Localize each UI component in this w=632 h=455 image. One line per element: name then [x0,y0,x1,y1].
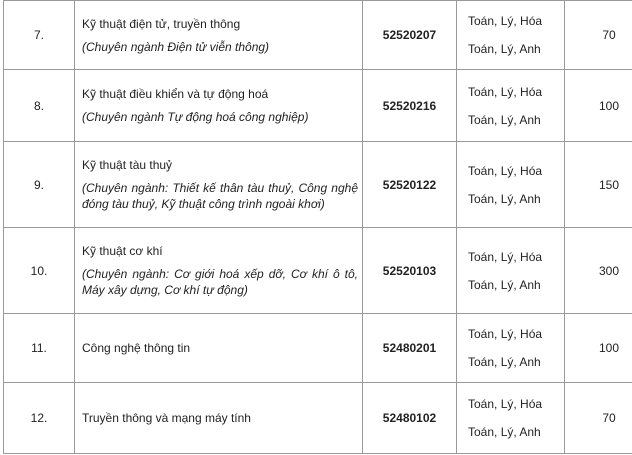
quota: 70 [565,1,632,70]
row-number: 10. [4,228,75,314]
major-cell [75,314,363,383]
subject-combination: Toán, Lý, Hóa [468,163,543,178]
subject-combination: Toán, Lý, Hóa [468,327,543,341]
quota: 300 [565,228,632,314]
specialization: (Chuyên ngành Điện tử viễn thông) [82,39,270,54]
major-name: Truyền thông và mạng máy tính [82,411,251,425]
admissions-table [3,0,632,454]
subject-combination: Toán, Lý, Anh [468,277,541,292]
table-row [4,228,632,314]
major-name: Công nghệ thông tin [82,341,191,355]
major-cell [75,1,363,70]
quota: 70 [565,383,632,454]
row-number: 11. [4,314,75,383]
subject-combination: Toán, Lý, Anh [468,355,541,369]
table-row [4,70,632,142]
subject-combinations [457,314,565,383]
quota: 150 [565,142,632,228]
table-row [4,1,632,70]
specialization: (Chuyên ngành Tự động hoá công nghiệp) [82,110,309,124]
quota: 100 [565,70,632,142]
subject-combinations [457,70,565,142]
subject-combination: Toán, Lý, Hóa [468,14,543,28]
major-code: 52480102 [363,383,457,454]
table-row [4,383,632,454]
major-cell [75,142,363,228]
row-number: 12. [4,383,75,454]
major-code: 52520122 [363,142,457,228]
table-row [4,314,632,383]
subject-combination: Toán, Lý, Anh [468,191,541,206]
specialization: (Chuyên ngành: Thiết kế thân tàu thuỷ, Công nghệ đóng tàu thuỷ, Kỹ thuật công trình ngoài khơi) [82,181,358,211]
subject-combination: Toán, Lý, Anh [468,112,541,127]
table-row [4,142,632,228]
row-number: 8. [4,70,75,142]
major-name: Kỹ thuật tàu thuỷ [82,158,173,172]
major-name: Kỹ thuật điện tử, truyền thông [82,16,241,31]
specialization: (Chuyên ngành: Cơ giới hoá xếp dỡ, Cơ khí ô tô, Máy xây dựng, Cơ khí tự động) [82,267,358,297]
major-code: 52520103 [363,228,457,314]
major-code: 52520216 [363,70,457,142]
subject-combination: Toán, Lý, Anh [468,42,541,56]
row-number: 9. [4,142,75,228]
quota: 100 [565,314,632,383]
major-code: 52480201 [363,314,457,383]
subject-combinations [457,383,565,454]
row-number: 7. [4,1,75,70]
major-cell [75,383,363,454]
subject-combination: Toán, Lý, Anh [468,425,541,439]
subject-combinations [457,142,565,228]
subject-combinations [457,1,565,70]
subject-combination: Toán, Lý, Hóa [468,249,543,264]
subject-combination: Toán, Lý, Hóa [468,397,543,411]
major-cell [75,70,363,142]
major-cell [75,228,363,314]
major-name: Kỹ thuật cơ khí [82,244,163,258]
subject-combinations [457,228,565,314]
major-name: Kỹ thuật điều khiển và tự động hoá [82,87,269,101]
subject-combination: Toán, Lý, Hóa [468,84,543,99]
major-code: 52520207 [363,1,457,70]
